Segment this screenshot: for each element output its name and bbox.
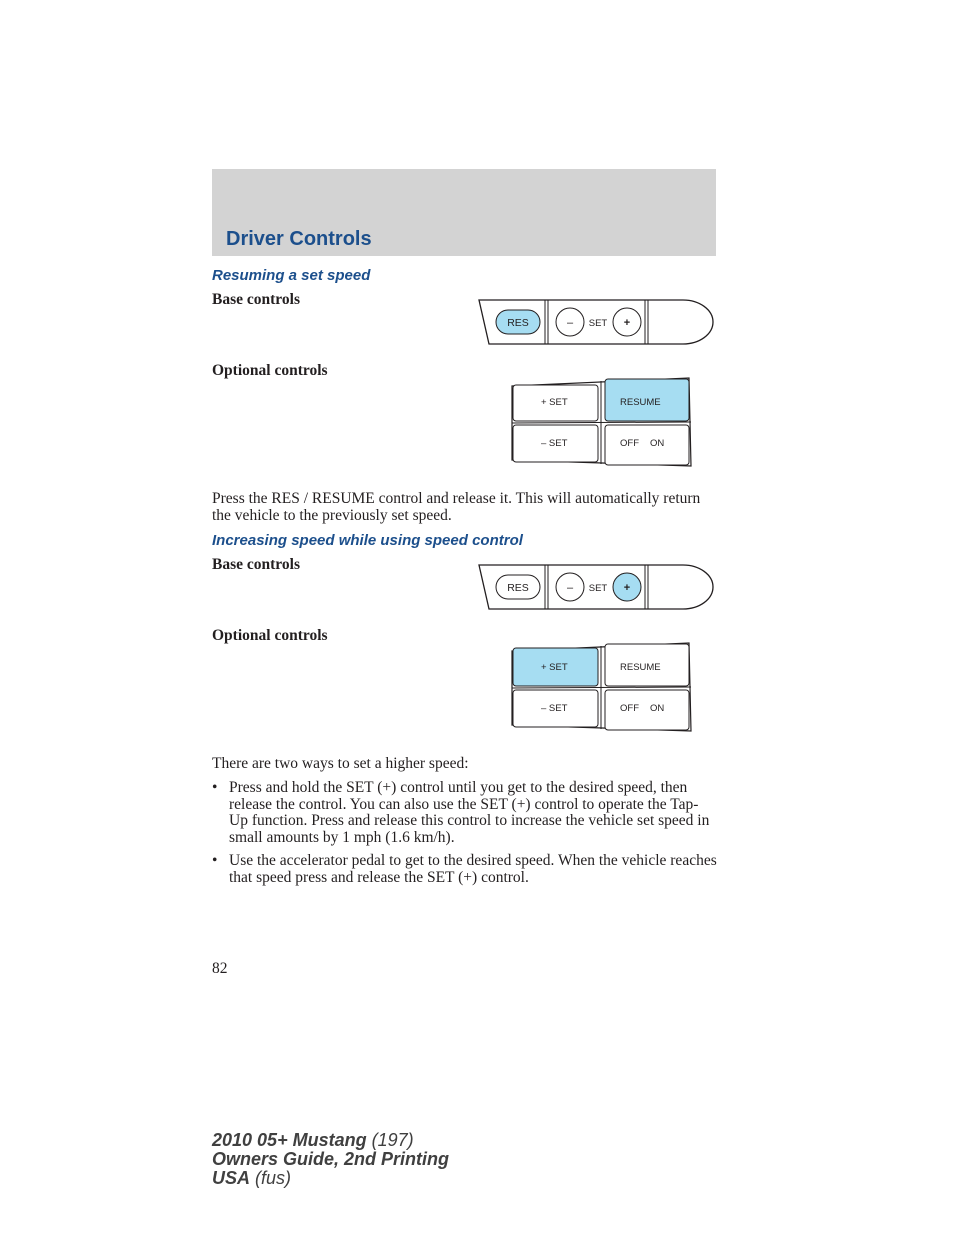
page-number: 82 bbox=[212, 960, 228, 977]
increase-intro-text: There are two ways to set a higher speed: bbox=[212, 755, 469, 772]
off-label-2: OFF bbox=[620, 703, 639, 714]
optional-controls-label: Optional controls bbox=[212, 362, 328, 379]
base-controls-diagram-resume bbox=[478, 298, 718, 346]
subheading-resuming: Resuming a set speed bbox=[212, 267, 371, 284]
on-label-2: ON bbox=[650, 703, 665, 714]
footer-market: USA bbox=[212, 1168, 251, 1188]
footer-model: 2010 05+ Mustang bbox=[212, 1130, 367, 1150]
footer-line-2 bbox=[212, 1150, 449, 1169]
bullet-item-1 bbox=[212, 780, 717, 846]
bullet-text-2: Use the accelerator pedal to get to the desired speed. When the vehicle reaches that speed press and release the SET (+) control. bbox=[229, 852, 717, 886]
bullet-dot-icon: • bbox=[212, 852, 218, 869]
bullet-dot-icon: • bbox=[212, 779, 218, 796]
bullet-text-1: Press and hold the SET (+) control until you get to the desired speed, then release the control. You can also use the SET (+) control to operate the Tap-Up function. Press and release this control to increase the vehicle set speed in small amounts by 1 mph (1.6 km/h). bbox=[229, 779, 710, 846]
optional-controls-label-2: Optional controls bbox=[212, 627, 328, 644]
set-minus-label: – SET bbox=[541, 438, 568, 449]
res-label: RES bbox=[507, 317, 529, 329]
minus-label: – bbox=[566, 317, 574, 329]
optional-controls-diagram-increase bbox=[509, 641, 694, 735]
base-controls-label-2: Base controls bbox=[212, 556, 300, 573]
set-minus-label-2: – SET bbox=[541, 703, 568, 714]
base-controls-diagram-increase bbox=[478, 563, 718, 611]
set-plus-label-2: + SET bbox=[541, 662, 568, 673]
resume-label-2: RESUME bbox=[620, 662, 661, 673]
footer-guide: Owners Guide, 2nd Printing bbox=[212, 1149, 450, 1169]
footer-market-code: (fus) bbox=[255, 1168, 292, 1188]
section-title: Driver Controls bbox=[226, 228, 372, 250]
footer bbox=[212, 1131, 449, 1188]
off-on-button-2 bbox=[605, 690, 689, 730]
set-label-2: SET bbox=[588, 583, 608, 594]
resume-label: RESUME bbox=[620, 397, 661, 408]
plus-label: + bbox=[623, 317, 631, 329]
off-on-button bbox=[605, 425, 689, 465]
bullet-item-2 bbox=[212, 853, 717, 886]
plus-label-2: + bbox=[623, 582, 631, 594]
footer-model-code: (197) bbox=[371, 1130, 414, 1150]
footer-line-3 bbox=[212, 1169, 449, 1188]
res-label-2: RES bbox=[507, 582, 529, 594]
subheading-increasing: Increasing speed while using speed control bbox=[212, 532, 523, 549]
resume-body-text: Press the RES / RESUME control and release it. This will automatically return the vehicle to the previously set speed. bbox=[212, 490, 701, 524]
set-plus-label: + SET bbox=[541, 397, 568, 408]
base-controls-label: Base controls bbox=[212, 291, 300, 308]
minus-label-2: – bbox=[566, 582, 574, 594]
on-label: ON bbox=[650, 438, 665, 449]
off-label: OFF bbox=[620, 438, 639, 449]
set-label: SET bbox=[588, 318, 608, 329]
footer-line-1 bbox=[212, 1131, 449, 1150]
optional-controls-diagram-resume bbox=[509, 376, 694, 470]
